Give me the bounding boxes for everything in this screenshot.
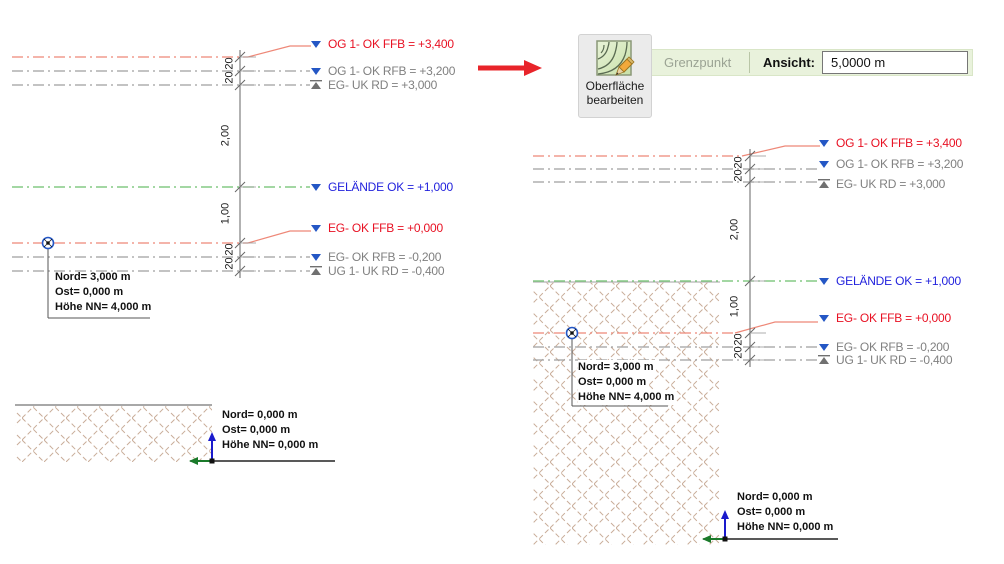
context-toolbar xyxy=(651,49,973,76)
triangle-up-icon xyxy=(818,179,830,189)
triangle-down-icon xyxy=(310,40,322,49)
level-label-gelaende-ok: GELÄNDE OK = +1,000 xyxy=(310,181,453,193)
level-label-og1-ok-ffb: OG 1- OK FFB = +3,400 xyxy=(818,137,962,149)
dim-gap-top-2: 20 xyxy=(732,169,745,182)
level-label-og1-ok-rfb: OG 1- OK RFB = +3,200 xyxy=(818,158,963,170)
triangle-down-icon xyxy=(818,314,830,323)
origin-coordinates-label: Nord= 0,000 m Ost= 0,000 m Höhe NN= 0,000 m xyxy=(222,409,319,451)
level-label-eg-ok-ffb: EG- OK FFB = +0,000 xyxy=(818,312,951,324)
ansicht-input[interactable] xyxy=(822,51,968,74)
dim-gap-top-1: 20 xyxy=(223,57,236,70)
level-label-eg-ok-rfb: EG- OK RFB = -0,200 xyxy=(310,251,441,263)
dim-ground: 1,00 xyxy=(728,295,741,318)
triangle-down-icon xyxy=(818,160,830,169)
dim-gap-top-2: 20 xyxy=(223,71,236,84)
edit-surface-label-line1: Oberfläche xyxy=(585,79,645,93)
triangle-down-icon xyxy=(310,224,322,233)
left-ground-hatch xyxy=(15,405,212,462)
level-label-og1-ok-ffb: OG 1- OK FFB = +3,400 xyxy=(310,38,454,50)
right-ground-hatch xyxy=(533,282,720,545)
right-diagram xyxy=(533,146,838,545)
level-label-eg-ok-rfb: EG- OK RFB = -0,200 xyxy=(818,341,949,353)
dim-ground: 1,00 xyxy=(219,202,232,225)
transition-arrow-icon xyxy=(478,60,542,76)
edit-surface-label-line2: bearbeiten xyxy=(586,93,644,107)
dim-gap-bottom-2: 20 xyxy=(223,257,236,270)
triangle-up-icon xyxy=(310,266,322,276)
point-coordinates-label: Nord= 3,000 m Ost= 0,000 m Höhe NN= 4,000 m xyxy=(578,361,675,403)
dim-gap-bottom-1: 20 xyxy=(223,243,236,256)
edit-surface-icon xyxy=(595,39,635,79)
edit-surface-button[interactable] xyxy=(578,34,652,118)
dim-gap-bottom-2: 20 xyxy=(732,346,745,359)
left-diagram xyxy=(12,46,335,465)
dim-storey: 2,00 xyxy=(728,218,741,241)
triangle-down-icon xyxy=(310,253,322,262)
level-label-eg-uk-rd: EG- UK RD = +3,000 xyxy=(310,79,437,91)
left-level-lines xyxy=(12,46,311,271)
level-label-gelaende-ok: GELÄNDE OK = +1,000 xyxy=(818,275,961,287)
triangle-down-icon xyxy=(310,183,322,192)
level-label-eg-ok-ffb: EG- OK FFB = +0,000 xyxy=(310,222,443,234)
level-label-ug1-uk-rd: UG 1- UK RD = -0,400 xyxy=(818,354,952,366)
triangle-down-icon xyxy=(818,277,830,286)
dim-gap-top-1: 20 xyxy=(732,156,745,169)
left-dimension-chain xyxy=(235,50,256,278)
level-label-og1-ok-rfb: OG 1- OK RFB = +3,200 xyxy=(310,65,455,77)
dim-gap-bottom-1: 20 xyxy=(732,333,745,346)
triangle-up-icon xyxy=(310,80,322,90)
grenzpunkt-button[interactable]: Grenzpunkt xyxy=(664,55,732,70)
triangle-down-icon xyxy=(310,67,322,76)
level-label-ug1-uk-rd: UG 1- UK RD = -0,400 xyxy=(310,265,444,277)
triangle-up-icon xyxy=(818,355,830,365)
triangle-down-icon xyxy=(818,139,830,148)
level-label-eg-uk-rd: EG- UK RD = +3,000 xyxy=(818,178,945,190)
ansicht-label: Ansicht: xyxy=(763,55,815,70)
origin-coordinates-label: Nord= 0,000 m Ost= 0,000 m Höhe NN= 0,000 m xyxy=(737,491,834,533)
toolbar-separator xyxy=(749,52,750,73)
dim-storey: 2,00 xyxy=(219,124,232,147)
point-coordinates-label: Nord= 3,000 m Ost= 0,000 m Höhe NN= 4,000 m xyxy=(55,271,152,313)
triangle-down-icon xyxy=(818,343,830,352)
